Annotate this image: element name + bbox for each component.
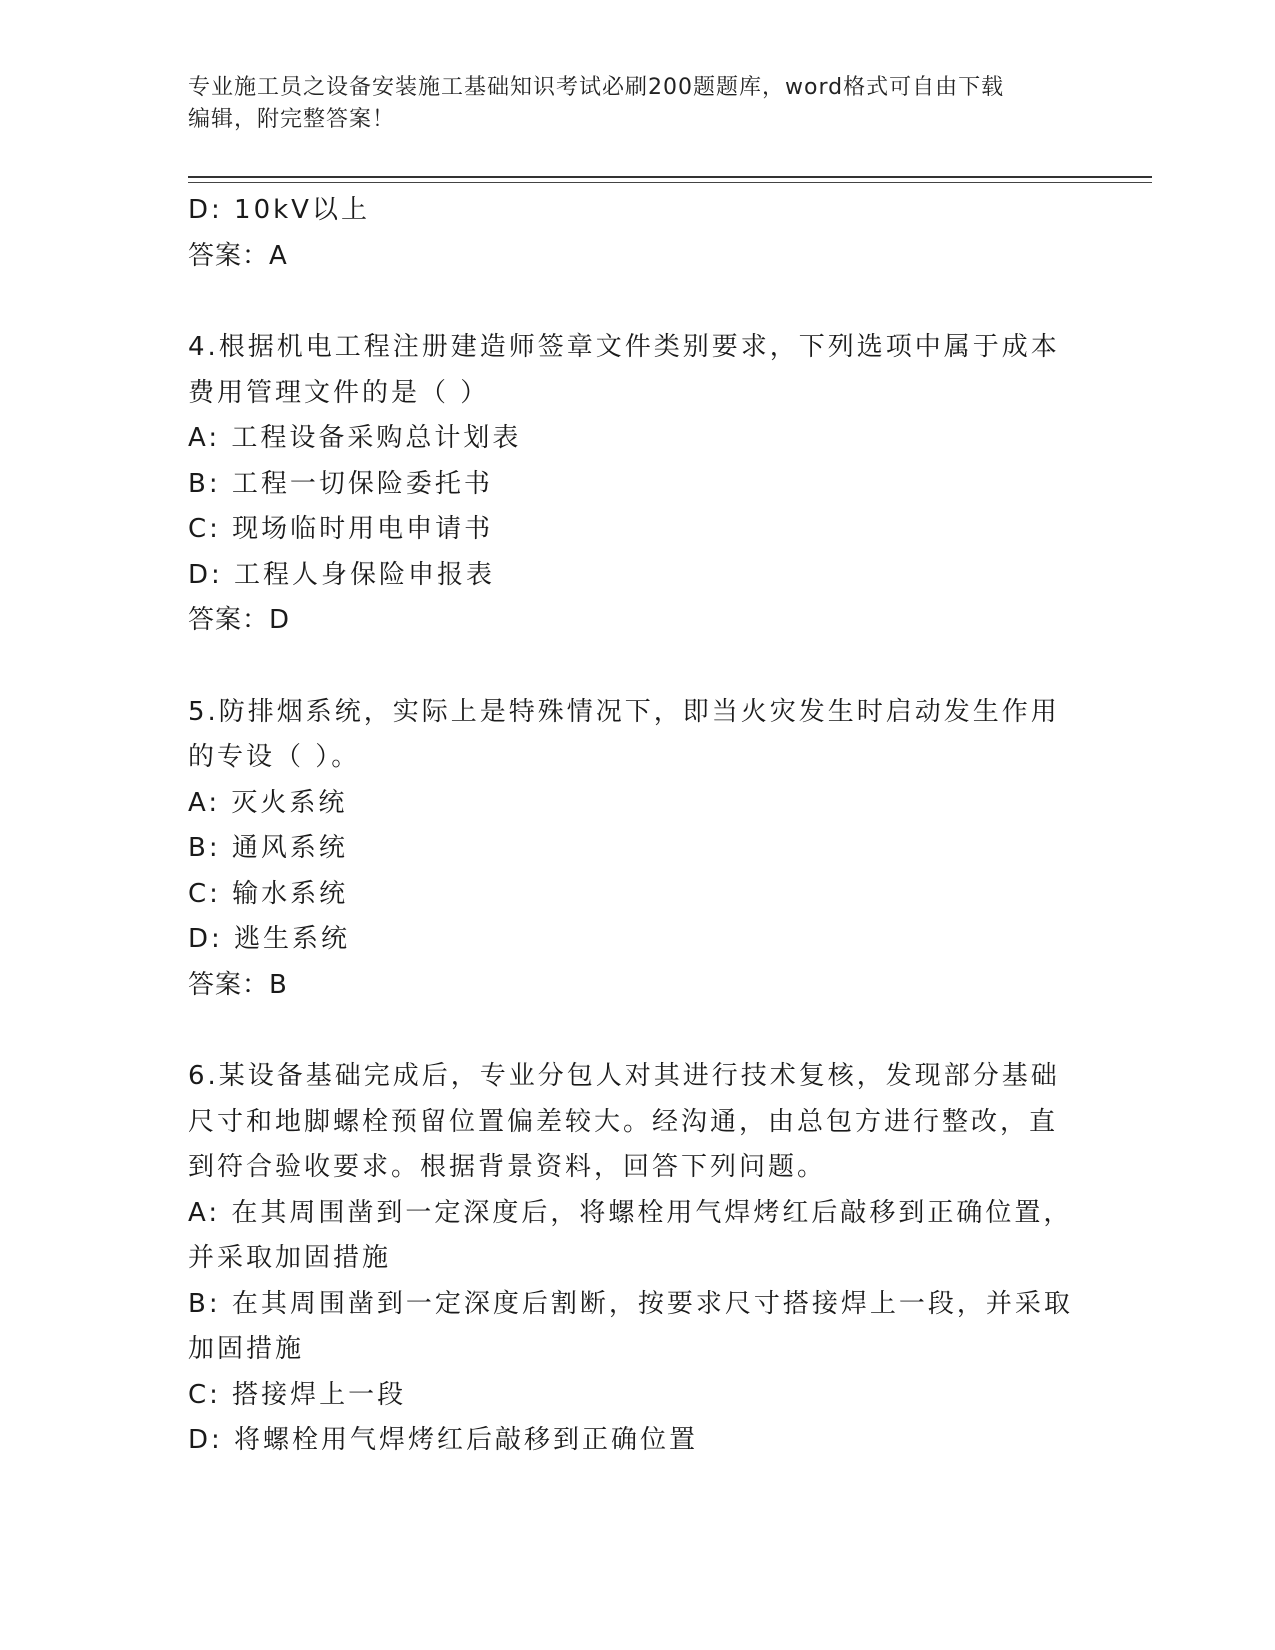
q3-answer: 答案：A xyxy=(188,240,288,271)
q6-option-a-line-1: A: 在其周围凿到一定深度后，将螺栓用气焊烤红后敲移到正确位置， xyxy=(188,1197,1073,1228)
q3-option-d: D: 10kV以上 xyxy=(188,195,370,225)
q4-stem-line-1: 4.根据机电工程注册建造师签章文件类别要求，下列选项中属于成本 xyxy=(188,332,1060,362)
q4-answer: 答案：D xyxy=(188,605,291,635)
q6-stem-line-3: 到符合验收要求。根据背景资料，回答下列问题。 xyxy=(188,1152,827,1182)
q6-option-a-line-2: 并采取加固措施 xyxy=(188,1243,392,1273)
question-list xyxy=(188,188,1088,1464)
q5-stem-line-2: 的专设（ ）。 xyxy=(188,742,361,772)
q4-option-d: D: 工程人身保险申报表 xyxy=(188,559,496,590)
q4-option-c: C: 现场临时用电申请书 xyxy=(188,514,494,544)
header-divider-thick xyxy=(188,176,1152,178)
q6-option-b-line-2: 加固措施 xyxy=(188,1334,305,1364)
q5-stem-line-1: 5.防排烟系统，实际上是特殊情况下，即当火灾发生时启动发生作用 xyxy=(188,696,1060,727)
q6-option-d: D: 将螺栓用气焊烤红后敲移到正确位置 xyxy=(188,1425,699,1455)
q5-answer: 答案：B xyxy=(188,969,288,1000)
spacer xyxy=(188,644,1088,690)
q5-option-b: B: 通风系统 xyxy=(188,833,348,863)
q4-stem-line-2: 费用管理文件的是（ ） xyxy=(188,377,490,408)
q6-option-b-line-1: B: 在其周围凿到一定深度后割断，按要求尺寸搭接焊上一段，并采取 xyxy=(188,1288,1073,1319)
q5-option-d: D: 逃生系统 xyxy=(188,924,351,954)
document-header xyxy=(188,72,1068,136)
header-title-line-1: 专业施工员之设备安装施工基础知识考试必刷200题题库，word格式可自由下载 xyxy=(188,75,1005,100)
header-divider-thin xyxy=(188,182,1152,183)
q6-option-c: C: 搭接焊上一段 xyxy=(188,1379,407,1410)
q5-option-a: A: 灭火系统 xyxy=(188,787,348,818)
spacer xyxy=(188,279,1088,325)
q4-option-b: B: 工程一切保险委托书 xyxy=(188,468,493,499)
q6-stem-line-2: 尺寸和地脚螺栓预留位置偏差较大。经沟通，由总包方进行整改，直 xyxy=(188,1106,1059,1137)
q6-stem-line-1: 6.某设备基础完成后，专业分包人对其进行技术复核，发现部分基础 xyxy=(188,1061,1060,1091)
q4-option-a: A: 工程设备采购总计划表 xyxy=(188,423,522,453)
spacer xyxy=(188,1008,1088,1054)
q5-option-c: C: 输水系统 xyxy=(188,878,349,909)
header-title-line-2: 编辑，附完整答案！ xyxy=(188,107,396,132)
